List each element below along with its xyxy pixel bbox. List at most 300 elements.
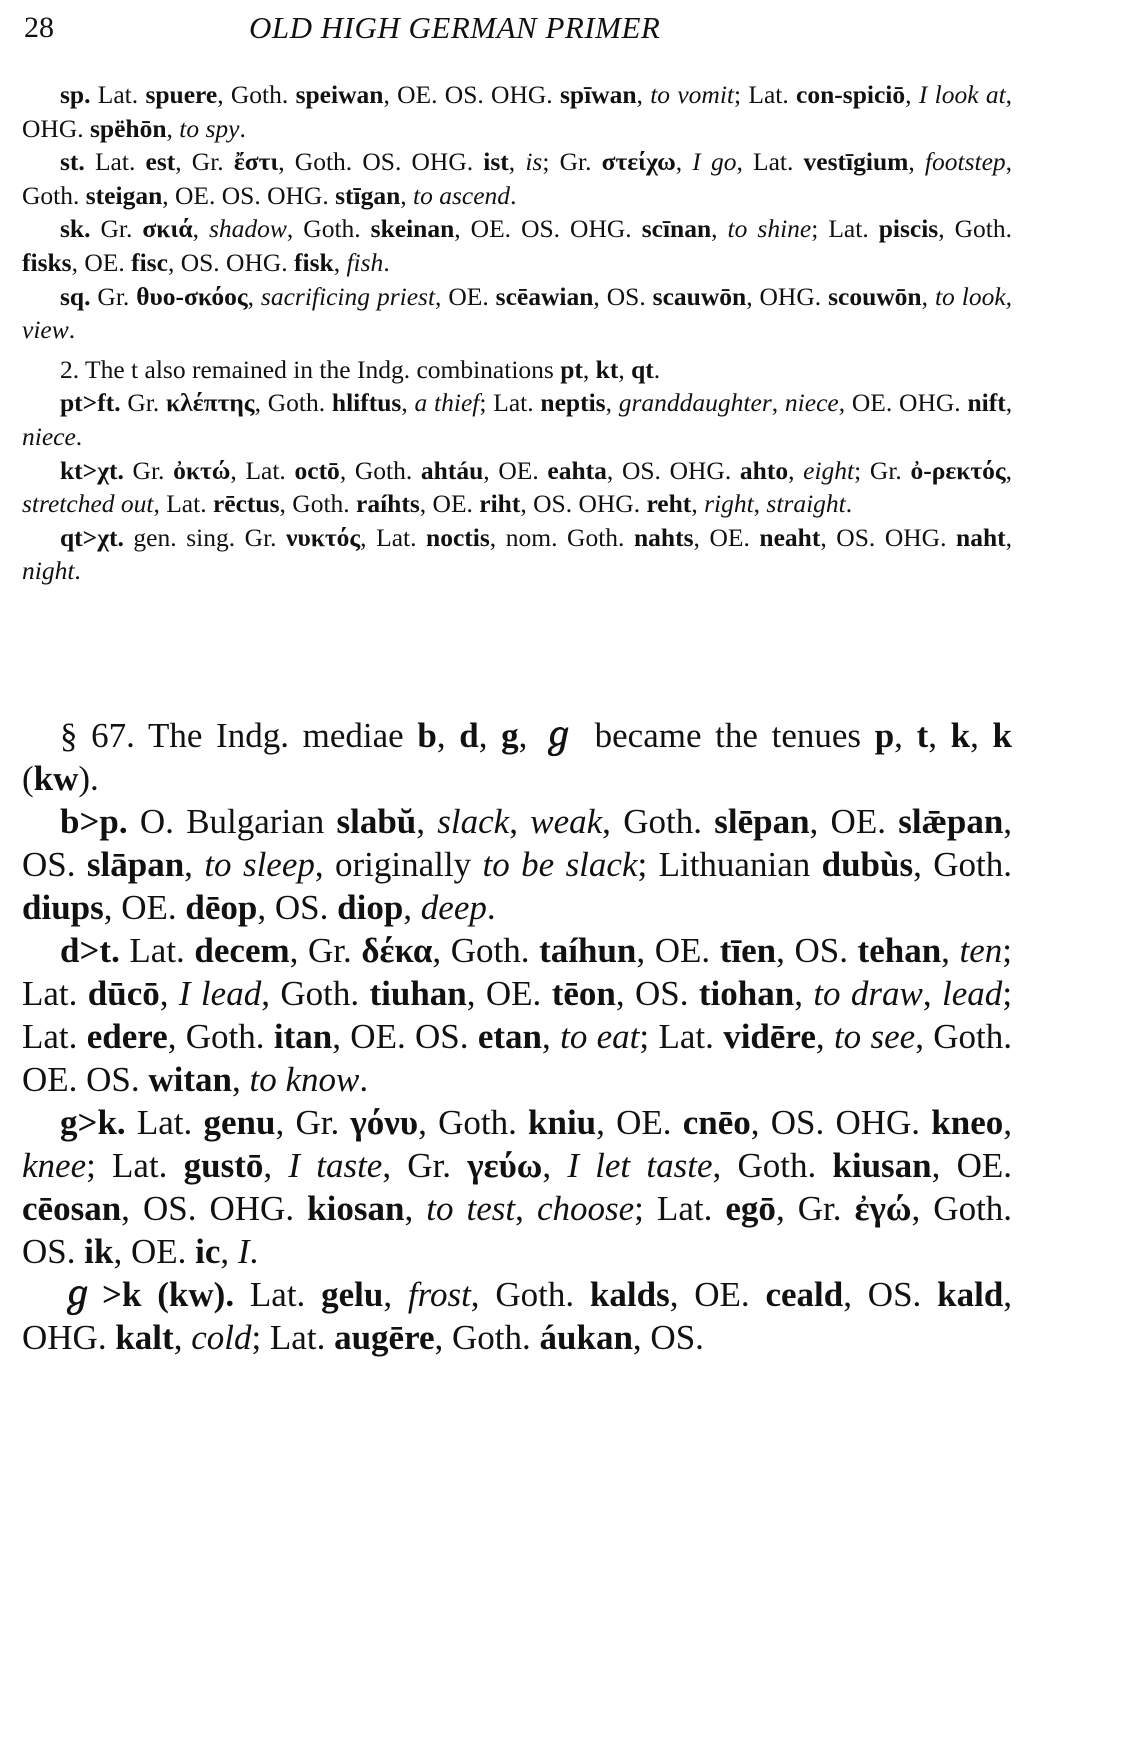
text-run: . <box>510 180 517 210</box>
text-run: ; Lithuanian <box>637 845 822 884</box>
cited-form: sk. <box>60 214 91 244</box>
cited-form: k <box>992 716 1013 755</box>
text-run: , <box>922 974 943 1013</box>
text-run: , <box>403 888 421 927</box>
cited-form: κλέπτης <box>166 388 255 418</box>
text-run: , OE. <box>103 888 186 927</box>
text-run: , OS. OHG. <box>750 1103 932 1142</box>
gloss: to vomit <box>650 80 734 109</box>
cited-form: genu <box>203 1103 276 1142</box>
text-run: , OE. <box>483 455 548 485</box>
text-run: . <box>239 113 246 143</box>
text-run: , OS. OHG. <box>520 489 647 519</box>
running-head <box>24 8 1034 48</box>
text-run: ; Lat. <box>86 1146 184 1185</box>
cited-form: spuere <box>145 80 218 109</box>
sq-entry <box>22 280 1012 347</box>
cited-form: tiohan <box>698 974 795 1013</box>
text-run: , OE. OS. <box>332 1017 478 1056</box>
text-run: , <box>905 80 919 109</box>
text-run: Gr. <box>123 455 174 485</box>
gloss: to draw <box>813 974 923 1013</box>
gloss: I taste <box>288 1146 383 1185</box>
small-print-block <box>22 78 1012 588</box>
g-k-entry <box>22 1101 1012 1273</box>
cited-form: gustō <box>183 1146 264 1185</box>
text-run: , <box>173 1318 192 1357</box>
gloss: lead <box>942 974 1003 1013</box>
gloss: stretched out <box>22 489 154 519</box>
text-run: , Gr. <box>175 147 234 177</box>
cited-form: ahto <box>739 455 789 485</box>
cited-form: slǣpan <box>898 802 1004 841</box>
text-run: ( <box>22 759 34 798</box>
gloss: to be slack <box>482 845 638 884</box>
cited-form: hliftus <box>331 388 402 418</box>
cited-form: noctis <box>426 522 490 552</box>
cited-form: ἐγώ <box>854 1189 912 1228</box>
gloss: to sleep <box>204 845 315 884</box>
text-run: Lat. <box>84 147 146 177</box>
text-run: , <box>1005 455 1013 485</box>
gloss: sacrificing priest <box>260 281 436 311</box>
gloss: right <box>704 489 754 519</box>
text-run: , nom. Goth. <box>489 522 634 552</box>
cited-form: neaht <box>759 522 821 552</box>
cited-form: kiosan <box>307 1189 405 1228</box>
cited-form: sq. <box>60 281 91 311</box>
text-run: , Goth. <box>261 974 370 1013</box>
cited-form: g <box>501 716 519 755</box>
cited-form: scauwōn <box>652 281 747 311</box>
text-run: , OE. <box>693 522 760 552</box>
note-2 <box>22 353 1012 387</box>
text-run: , OE. <box>419 489 480 519</box>
kt-xt-entry <box>22 454 1012 521</box>
text-run: , <box>159 974 179 1013</box>
text-run: , <box>921 281 935 311</box>
cited-form: rēctus <box>212 489 280 519</box>
cited-form: fisks <box>22 247 72 277</box>
cited-form: piscis <box>878 214 939 244</box>
gloss: cold <box>191 1318 252 1357</box>
cited-form: scīnan <box>641 214 712 244</box>
text-run: , Goth. <box>22 147 1013 210</box>
text-run: Lat. <box>234 1275 322 1314</box>
text-run: Gr. <box>90 214 143 244</box>
text-run: . <box>75 421 83 451</box>
cited-form: neptis <box>540 388 606 418</box>
text-run: , OS. OHG. <box>121 1189 308 1228</box>
cited-form: tēon <box>551 974 616 1013</box>
text-run: O. Bulgarian <box>127 802 337 841</box>
cited-form: steigan <box>85 180 163 210</box>
gloss: footstep <box>924 147 1006 177</box>
text-run: , Lat. <box>230 455 295 485</box>
qt-xt-entry <box>22 521 1012 588</box>
cited-form: kalds <box>589 1275 670 1314</box>
cited-form: kniu <box>528 1103 597 1142</box>
text-run: ; Gr. <box>854 455 911 485</box>
text-run: , <box>970 716 993 755</box>
text-run: , Goth. OE. OS. <box>22 1017 1013 1099</box>
cited-form: k <box>950 716 971 755</box>
text-run: , Goth. <box>279 489 357 519</box>
cited-form: b>p. <box>60 802 128 841</box>
cited-form: reht <box>646 489 692 519</box>
text-run: , <box>711 214 728 244</box>
gloss: shadow <box>208 214 287 244</box>
cited-form: etan <box>477 1017 543 1056</box>
gloss: night <box>22 556 75 586</box>
text-run: , OE. <box>435 281 496 311</box>
gloss: I <box>237 1232 250 1271</box>
gloss: choose <box>536 1189 635 1228</box>
gloss: I let taste <box>567 1146 713 1185</box>
text-run: , OS. OHG. <box>820 522 957 552</box>
text-run: Lat. <box>125 1103 204 1142</box>
b-p-entry <box>22 800 1012 929</box>
text-run: , Lat. <box>736 147 804 177</box>
text-run: , OHG. <box>746 281 829 311</box>
text-run: , <box>508 147 526 177</box>
cited-form: σκιά <box>142 214 193 244</box>
cited-form: con-spiciō <box>796 80 906 109</box>
cited-form: qt <box>631 354 654 384</box>
cited-form: edere <box>86 1017 168 1056</box>
text-run: , <box>247 281 261 311</box>
text-run: , <box>166 113 180 143</box>
cited-form: raíhts <box>356 489 420 519</box>
text-run: , Goth. <box>712 1146 833 1185</box>
text-run: , Gr. <box>289 931 362 970</box>
text-run: , <box>928 716 951 755</box>
cited-form: stīgan <box>335 180 401 210</box>
text-run: The Indg. mediae <box>134 716 418 755</box>
gloss: granddaughter <box>618 388 772 418</box>
cited-form: ic <box>195 1232 221 1271</box>
cited-form: augēre <box>334 1318 435 1357</box>
main-text-block <box>22 714 1012 1359</box>
text-run: , <box>894 716 917 755</box>
gloss: to see <box>833 1017 916 1056</box>
text-run: , OE. <box>931 1146 1013 1185</box>
cited-form: kalt <box>115 1318 174 1357</box>
cited-form: ahtáu <box>420 455 484 485</box>
text-run: , OS. <box>22 802 1013 884</box>
text-run: ; Lat. <box>639 1017 724 1056</box>
cited-form: egō <box>725 1189 776 1228</box>
cited-form: octō <box>294 455 340 485</box>
text-run: , <box>220 1232 238 1271</box>
text-run: Gr. <box>120 388 167 418</box>
cited-form: tehan <box>857 931 942 970</box>
gloss: I go <box>692 147 737 177</box>
cited-form: dūcō <box>87 974 160 1013</box>
gloss: to eat <box>560 1017 640 1056</box>
gloss: to spy <box>179 113 240 143</box>
cited-form: slāpan <box>86 845 185 884</box>
text-run: ; Lat. <box>22 931 1013 1013</box>
cited-form: vidēre <box>723 1017 816 1056</box>
text-run: . <box>845 489 853 519</box>
text-run: , OE. <box>71 247 132 277</box>
gloss: deep <box>420 888 487 927</box>
text-run: , <box>400 180 414 210</box>
cited-form: dēop <box>185 888 258 927</box>
text-run: ). <box>78 759 99 798</box>
cited-form: d <box>459 716 479 755</box>
sp-entry <box>22 78 1012 145</box>
text-run: , <box>1003 1103 1012 1142</box>
cited-form: speiwan <box>295 80 384 109</box>
cited-form: slēpan <box>714 802 810 841</box>
cited-form: spīwan <box>559 80 637 109</box>
text-run: , OS. <box>632 1318 704 1357</box>
cited-form: d>t. <box>60 931 120 970</box>
text-run: , <box>771 388 785 418</box>
text-run: , OE. <box>809 802 899 841</box>
text-run: , Goth. <box>470 1275 590 1314</box>
section-67 <box>22 714 1012 800</box>
d-t-entry <box>22 929 1012 1101</box>
text-run: , <box>401 388 415 418</box>
gloss: to ascend <box>413 180 511 210</box>
cited-form: fisk <box>294 247 334 277</box>
cited-form: ℊ <box>541 716 581 755</box>
cited-form: ik <box>84 1232 114 1271</box>
cited-form: γόνυ <box>350 1103 419 1142</box>
text-run: , OE. <box>636 931 720 970</box>
gloss: frost <box>407 1275 471 1314</box>
gw-kw-entry <box>22 1273 1012 1359</box>
text-run: Lat. <box>119 931 195 970</box>
text-run: , <box>605 388 619 418</box>
text-run: , <box>542 1017 561 1056</box>
gloss: I look at <box>918 80 1006 109</box>
text-run: , OHG. <box>22 80 1013 143</box>
text-run: , OE. OS. OHG. <box>383 80 560 109</box>
gloss: straight <box>766 489 846 519</box>
st-entry <box>22 145 1012 212</box>
cited-form: kw <box>33 759 79 798</box>
gloss: to look, view <box>22 281 1013 345</box>
text-run: , <box>515 1189 537 1228</box>
text-run: , OHG. <box>22 1275 1013 1357</box>
cited-form: skeinan <box>370 214 455 244</box>
cited-form: diups <box>22 888 104 927</box>
gloss: knee <box>22 1146 87 1185</box>
cited-form: kneo <box>931 1103 1004 1142</box>
gloss: to know <box>249 1060 360 1099</box>
text-run: , Goth. OS. OHG. <box>278 147 484 177</box>
cited-form: nahts <box>633 522 694 552</box>
text-run: became the tenues <box>580 716 875 755</box>
text-run: , <box>478 716 502 755</box>
text-run: 2. <box>60 354 80 384</box>
cited-form: δέκα <box>361 931 433 970</box>
text-run: , Goth. <box>432 931 540 970</box>
cited-form: tīen <box>719 931 777 970</box>
text-run: , <box>184 845 205 884</box>
cited-form: naht <box>956 522 1006 552</box>
text-run: , <box>416 802 438 841</box>
text-run: , Goth. <box>339 455 421 485</box>
text-run: , <box>815 1017 834 1056</box>
cited-form: scēawian <box>495 281 594 311</box>
cited-form: dubùs <box>821 845 914 884</box>
text-run: ; Lat. <box>22 974 1013 1056</box>
text-run: , <box>794 974 814 1013</box>
text-run: , Goth. <box>254 388 332 418</box>
text-run: , OS. OHG. <box>606 455 740 485</box>
text-run: , OE. OS. OHG. <box>454 214 642 244</box>
cited-form: ceald <box>765 1275 844 1314</box>
cited-form: diop <box>337 888 404 927</box>
gloss: I lead <box>178 974 262 1013</box>
text-run: , Goth. <box>434 1318 540 1357</box>
pt-ft-entry <box>22 386 1012 453</box>
gloss: slack <box>437 802 510 841</box>
cited-form: t <box>916 716 929 755</box>
text-run: , <box>1005 522 1013 552</box>
running-title: OLD HIGH GERMAN PRIMER <box>249 10 661 45</box>
gloss: ten <box>959 931 1003 970</box>
text-run: , OE. OS. OHG. <box>162 180 336 210</box>
text-run: , <box>1005 388 1013 418</box>
cited-form: fisc <box>131 247 168 277</box>
text-run: , Goth. <box>938 214 1012 244</box>
cited-form: gelu <box>321 1275 384 1314</box>
text-run: . <box>653 354 661 384</box>
text-run: , Gr. <box>275 1103 351 1142</box>
text-run: , <box>542 1146 568 1185</box>
text-run: ; Lat. <box>734 80 797 109</box>
cited-form: p <box>874 716 895 755</box>
cited-form: ℊ>k (kw). <box>60 1275 235 1314</box>
cited-form: kiusan <box>832 1146 932 1185</box>
text-run: , OS. OHG. <box>167 247 295 277</box>
gloss: fish <box>346 247 384 277</box>
text-run: ; Gr. <box>542 147 602 177</box>
text-run: , <box>618 354 632 384</box>
cited-form: decem <box>194 931 290 970</box>
cited-form: nift <box>967 388 1006 418</box>
text-run: , Goth. <box>913 845 1013 884</box>
cited-form: taíhun <box>539 931 637 970</box>
text-run: , Goth. <box>418 1103 529 1142</box>
text-run: , <box>509 802 531 841</box>
page-number: 28 <box>24 11 54 44</box>
text-run: , OE. <box>669 1275 766 1314</box>
text-run: ; Lat. <box>634 1189 726 1228</box>
cited-form: νυκτός <box>286 522 361 552</box>
text-run: , <box>192 214 209 244</box>
gloss: a thief <box>414 388 480 418</box>
text-run: , Goth. <box>602 802 715 841</box>
text-run: , Goth. <box>217 80 296 109</box>
gloss: weak <box>530 802 603 841</box>
text-run: , Goth. <box>286 214 371 244</box>
cited-form: b <box>417 716 437 755</box>
cited-form: st. <box>60 147 85 177</box>
text-run: , OE. <box>113 1232 196 1271</box>
cited-form: riht <box>479 489 521 519</box>
cited-form: est <box>145 147 176 177</box>
text-run: § 67. <box>60 716 135 755</box>
cited-form: qt>χt. <box>60 522 124 552</box>
text-run: , <box>753 489 767 519</box>
text-run: , <box>333 247 347 277</box>
text-run: , <box>908 147 925 177</box>
cited-form: cēosan <box>22 1189 122 1228</box>
text-run: , Goth. <box>167 1017 274 1056</box>
cited-form: itan <box>273 1017 333 1056</box>
cited-form: slabŭ <box>336 802 417 841</box>
text-run: , OS. <box>593 281 653 311</box>
cited-form: kald <box>937 1275 1004 1314</box>
text-run: , <box>675 147 693 177</box>
gloss: is <box>525 147 543 177</box>
cited-form: ist <box>483 147 509 177</box>
gloss: to test <box>426 1189 516 1228</box>
text-run: , OE. OHG. <box>838 388 968 418</box>
text-run: The t also remained in the Indg. combinations <box>79 354 561 384</box>
text-run: , Gr. <box>382 1146 468 1185</box>
text-run: , OS. <box>615 974 699 1013</box>
cited-form: g>k. <box>60 1103 126 1142</box>
text-run: , <box>383 1275 408 1314</box>
text-run: , originally <box>314 845 483 884</box>
text-run: gen. sing. Gr. <box>123 522 287 552</box>
text-run: . <box>383 247 390 277</box>
text-run: , <box>232 1060 250 1099</box>
cited-form: pt>ft. <box>60 388 121 418</box>
cited-form: kt>χt. <box>60 455 124 485</box>
cited-form: tiuhan <box>369 974 467 1013</box>
text-run: , <box>263 1146 289 1185</box>
gloss: to shine <box>727 214 812 244</box>
text-run: . <box>359 1060 369 1099</box>
text-run: , <box>788 455 804 485</box>
cited-form: áukan <box>539 1318 633 1357</box>
cited-form: ὀκτώ <box>173 455 231 485</box>
sk-entry <box>22 212 1012 279</box>
gloss: niece <box>784 388 839 418</box>
text-run: Gr. <box>90 281 137 311</box>
cited-form: ὀ-ρεκτός <box>910 455 1006 485</box>
text-run: , <box>691 489 705 519</box>
text-run: , <box>636 80 651 109</box>
text-run: Lat. <box>90 80 146 109</box>
cited-form: pt <box>560 354 583 384</box>
text-run: ; Lat. <box>479 388 541 418</box>
text-run: . <box>68 315 76 345</box>
text-run: , <box>404 1189 427 1228</box>
cited-form: kt <box>595 354 619 384</box>
text-run: . <box>249 1232 259 1271</box>
text-run: ; Lat. <box>811 214 879 244</box>
text-run: , <box>941 931 960 970</box>
cited-form: θυο-σκόος <box>136 281 248 311</box>
cited-form: eahta <box>547 455 607 485</box>
cited-form: spëhōn <box>90 113 167 143</box>
cited-form: στείχω <box>601 147 676 177</box>
text-run: , Gr. <box>775 1189 855 1228</box>
text-run: ; Lat. <box>251 1318 335 1357</box>
text-run: , <box>436 716 460 755</box>
text-run: , OE. <box>466 974 552 1013</box>
